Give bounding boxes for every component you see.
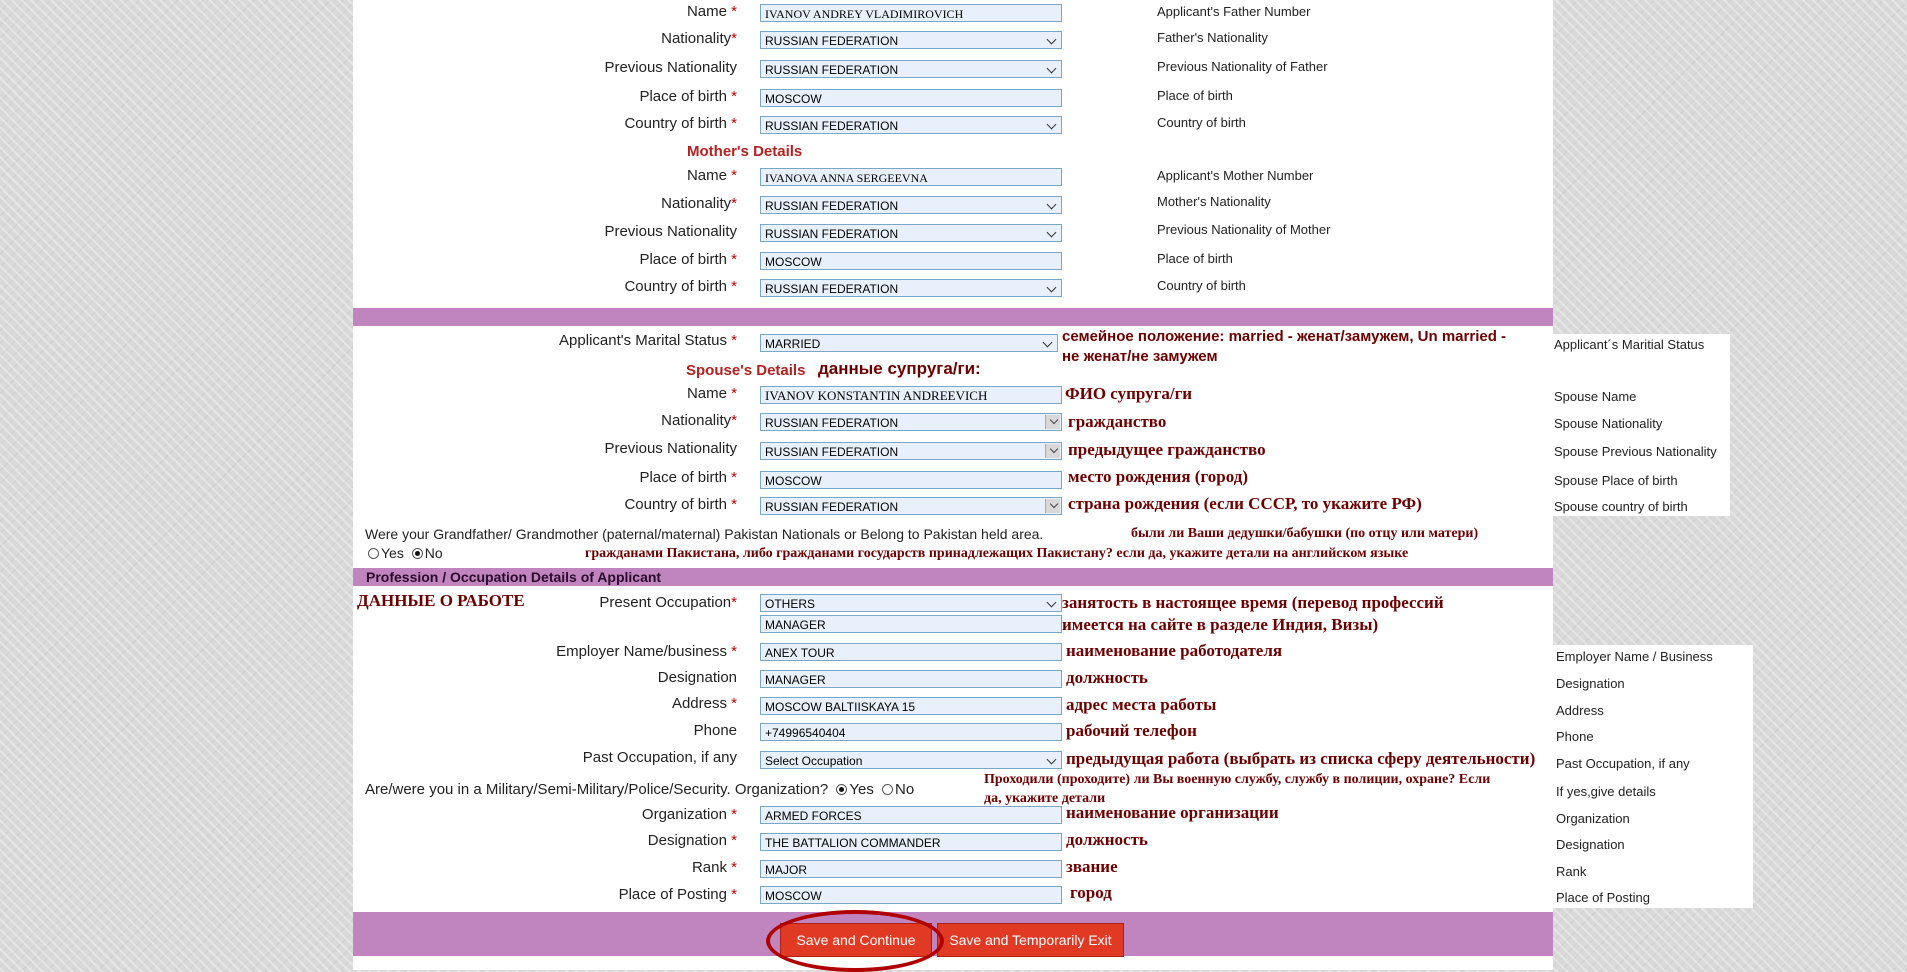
address-input[interactable]: MOSCOW BALTIISKAYA 15	[760, 697, 1062, 715]
spouse-name-label: Name *	[686, 385, 737, 402]
marital-status-select[interactable]: MARRIED	[760, 334, 1058, 352]
spouse-nationality-select[interactable]: RUSSIAN FEDERATION	[760, 413, 1062, 431]
spouse-pob-label: Place of birth *	[639, 469, 737, 486]
profession-section-title: Profession / Occupation Details of Applicant	[366, 569, 662, 585]
father-nationality-label: Nationality*	[661, 30, 737, 47]
father-name-label: Name *	[686, 3, 737, 20]
spouse-ru-nationality: гражданство	[1068, 412, 1167, 431]
grandparents-ru-note-2: гражданами Пакистана, либо гражданами государств принадлежащих Пакистану? если да, укажите детали на английском языке	[585, 546, 1409, 561]
section-divider-band	[353, 308, 1553, 326]
military-no-option[interactable]: No	[882, 781, 914, 798]
rank-label: Rank *	[691, 859, 737, 876]
spouse-prev-nationality-label: Previous Nationality	[604, 440, 737, 457]
mother-section-title: Mother's Details	[687, 143, 803, 160]
present-occupation-label: Present Occupation*	[599, 594, 737, 611]
grandparents-no-option[interactable]: No	[412, 545, 443, 561]
grandparents-question: Were your Grandfather/ Grandmother (paternal/maternal) Pakistan Nationals or Belong to Pakistan held area.	[365, 526, 1044, 542]
mother-hint-nationality: Mother's Nationality	[1157, 194, 1271, 209]
profession-title-ru: ДАННЫЕ О РАБОТЕ	[357, 591, 525, 610]
place-of-posting-ru: город	[1070, 883, 1112, 902]
military-yes-option[interactable]: Yes	[836, 781, 873, 798]
father-prev-nationality-select[interactable]: RUSSIAN FEDERATION	[760, 60, 1062, 78]
grandparents-yes-option[interactable]: Yes	[368, 545, 404, 561]
rank-input[interactable]: MAJOR	[760, 860, 1062, 878]
past-occupation-select[interactable]: Select Occupation	[760, 751, 1062, 769]
spouse-title-ru: данные супруга/ги:	[818, 359, 981, 378]
spouse-ru-name: ФИО супруга/ги	[1065, 384, 1193, 403]
mother-name-label: Name *	[686, 167, 737, 184]
side-employer: Employer Name / Business	[1556, 649, 1713, 664]
mother-hint-number: Applicant's Mother Number	[1157, 168, 1314, 183]
spouse-cob-select[interactable]: RUSSIAN FEDERATION	[760, 497, 1062, 515]
present-occupation-other-input[interactable]: MANAGER	[760, 615, 1062, 633]
father-cob-label: Country of birth *	[624, 115, 737, 132]
father-name-input[interactable]: IVANOV ANDREY VLADIMIROVICH	[760, 4, 1062, 22]
side-designation: Designation	[1556, 676, 1625, 691]
profession-header-band	[353, 568, 1553, 586]
designation-ru: должность	[1066, 668, 1148, 687]
address-ru: адрес места работы	[1066, 695, 1217, 714]
mother-hint-cob: Country of birth	[1157, 278, 1246, 293]
organization-ru: наименование организации	[1066, 803, 1279, 822]
mother-hint-prev: Previous Nationality of Mother	[1157, 222, 1331, 237]
spouse-ru-cob: страна рождения (если СССР, то укажите РФ)	[1068, 494, 1422, 513]
spouse-side-cob: Spouse country of birth	[1554, 499, 1688, 514]
mother-hint-pob: Place of birth	[1157, 251, 1233, 266]
employer-ru: наименование работодателя	[1066, 641, 1283, 660]
mil-designation-ru: должность	[1066, 830, 1148, 849]
organization-label: Organization *	[641, 806, 737, 823]
phone-label: Phone	[693, 722, 737, 739]
present-ru-note-2: имеется на сайте в разделе Индия, Визы)	[1062, 615, 1379, 634]
military-ru-note-2: да, укажите детали	[984, 791, 1106, 806]
employer-label: Employer Name/business *	[556, 643, 737, 660]
mil-designation-input[interactable]: THE BATTALION COMMANDER	[760, 833, 1062, 851]
chevron-down-icon	[1050, 445, 1058, 453]
mother-prev-nationality-label: Previous Nationality	[604, 223, 737, 240]
mother-cob-label: Country of birth *	[624, 278, 737, 295]
father-hint-cob: Country of birth	[1157, 115, 1246, 130]
mother-pob-label: Place of birth *	[639, 251, 737, 268]
mil-designation-label: Designation *	[647, 832, 737, 849]
spouse-side-pob: Spouse Place of birth	[1554, 473, 1678, 488]
radio-icon[interactable]	[368, 548, 379, 559]
father-hint-pob: Place of birth	[1157, 88, 1233, 103]
chevron-down-icon	[1050, 416, 1058, 424]
spouse-ru-pob: место рождения (город)	[1068, 467, 1248, 486]
spouse-name-input[interactable]: IVANOV KONSTANTIN ANDREEVICH	[760, 386, 1062, 404]
side-past-occupation: Past Occupation, if any	[1556, 756, 1690, 771]
designation-label: Designation	[657, 669, 737, 686]
military-question: Are/were you in a Military/Semi-Military/Police/Security. Organization? Yes No	[365, 781, 915, 798]
radio-icon[interactable]	[882, 784, 893, 795]
place-of-posting-input[interactable]: MOSCOW	[760, 886, 1062, 904]
father-hint-prev: Previous Nationality of Father	[1157, 59, 1328, 74]
marital-ru-note-1: семейное положение: married - женат/замужем, Un married -	[1062, 328, 1507, 345]
side-address: Address	[1556, 703, 1604, 718]
radio-icon[interactable]	[836, 784, 847, 795]
present-occupation-select[interactable]: OTHERS	[760, 594, 1062, 612]
father-hint-number: Applicant's Father Number	[1157, 4, 1311, 19]
father-hint-nationality: Father's Nationality	[1157, 30, 1268, 45]
mother-name-input[interactable]: IVANOVA ANNA SERGEEVNA	[760, 168, 1062, 186]
side-mil-designation: Designation	[1556, 837, 1625, 852]
rank-ru: звание	[1066, 857, 1118, 876]
father-nationality-select[interactable]: RUSSIAN FEDERATION	[760, 31, 1062, 49]
highlight-ellipse	[766, 910, 944, 972]
spouse-side-nationality: Spouse Nationality	[1554, 416, 1663, 431]
side-organization: Organization	[1556, 811, 1630, 826]
past-occupation-ru: предыдущая работа (выбрать из списка сферу деятельности)	[1066, 749, 1536, 768]
grandparents-ru-note-1: были ли Ваши дедушки/бабушки (по отцу или матери)	[1131, 526, 1479, 541]
save-and-continue-button[interactable]: Save and Continue	[780, 923, 932, 957]
save-and-exit-button[interactable]: Save and Temporarily Exit	[937, 923, 1124, 957]
employer-input[interactable]: ANEX TOUR	[760, 643, 1062, 661]
side-if-yes: If yes,give details	[1556, 784, 1656, 799]
chevron-down-icon	[1050, 500, 1058, 508]
marital-ru-note-2: не женат/не замужем	[1062, 348, 1218, 365]
organization-input[interactable]: ARMED FORCES	[760, 806, 1062, 824]
spouse-side-name: Spouse Name	[1554, 389, 1637, 404]
side-rank: Rank	[1556, 864, 1587, 879]
mother-cob-select[interactable]: RUSSIAN FEDERATION	[760, 279, 1062, 297]
mother-pob-input[interactable]: MOSCOW	[760, 252, 1062, 270]
place-of-posting-label: Place of Posting *	[618, 886, 737, 903]
father-prev-nationality-label: Previous Nationality	[604, 59, 737, 76]
father-cob-select[interactable]: RUSSIAN FEDERATION	[760, 116, 1062, 134]
radio-icon[interactable]	[412, 548, 423, 559]
mother-nationality-label: Nationality*	[661, 195, 737, 212]
side-phone: Phone	[1556, 729, 1594, 744]
spouse-pob-input[interactable]: MOSCOW	[760, 471, 1062, 489]
military-ru-note-1: Проходили (проходите) ли Вы военную службу, службу в полиции, охране? Если	[984, 772, 1491, 787]
father-pob-input[interactable]: MOSCOW	[760, 89, 1062, 107]
spouse-cob-label: Country of birth *	[624, 496, 737, 513]
spouse-nationality-label: Nationality*	[661, 412, 737, 429]
spouse-ru-prev: предыдущее гражданство	[1068, 440, 1266, 459]
spouse-section-title: Spouse's Details	[686, 362, 806, 379]
present-ru-note-1: занятость в настоящее время (перевод профессий	[1062, 593, 1444, 612]
father-pob-label: Place of birth *	[639, 88, 737, 105]
marital-status-label: Applicant's Marital Status *	[559, 332, 737, 349]
grandparents-radio-group	[368, 545, 443, 561]
phone-input[interactable]: +74996540404	[760, 723, 1062, 741]
marital-side-label: Applicant´s Maritial Status	[1554, 337, 1705, 352]
spouse-side-prev: Spouse Previous Nationality	[1554, 444, 1717, 459]
phone-ru: рабочий телефон	[1066, 721, 1197, 740]
side-place-of-posting: Place of Posting	[1556, 890, 1650, 905]
spouse-prev-nationality-select[interactable]: RUSSIAN FEDERATION	[760, 442, 1062, 460]
address-label: Address *	[671, 695, 737, 712]
mother-prev-nationality-select[interactable]: RUSSIAN FEDERATION	[760, 224, 1062, 242]
mother-nationality-select[interactable]: RUSSIAN FEDERATION	[760, 196, 1062, 214]
past-occupation-label: Past Occupation, if any	[582, 749, 737, 766]
designation-input[interactable]: MANAGER	[760, 670, 1062, 688]
